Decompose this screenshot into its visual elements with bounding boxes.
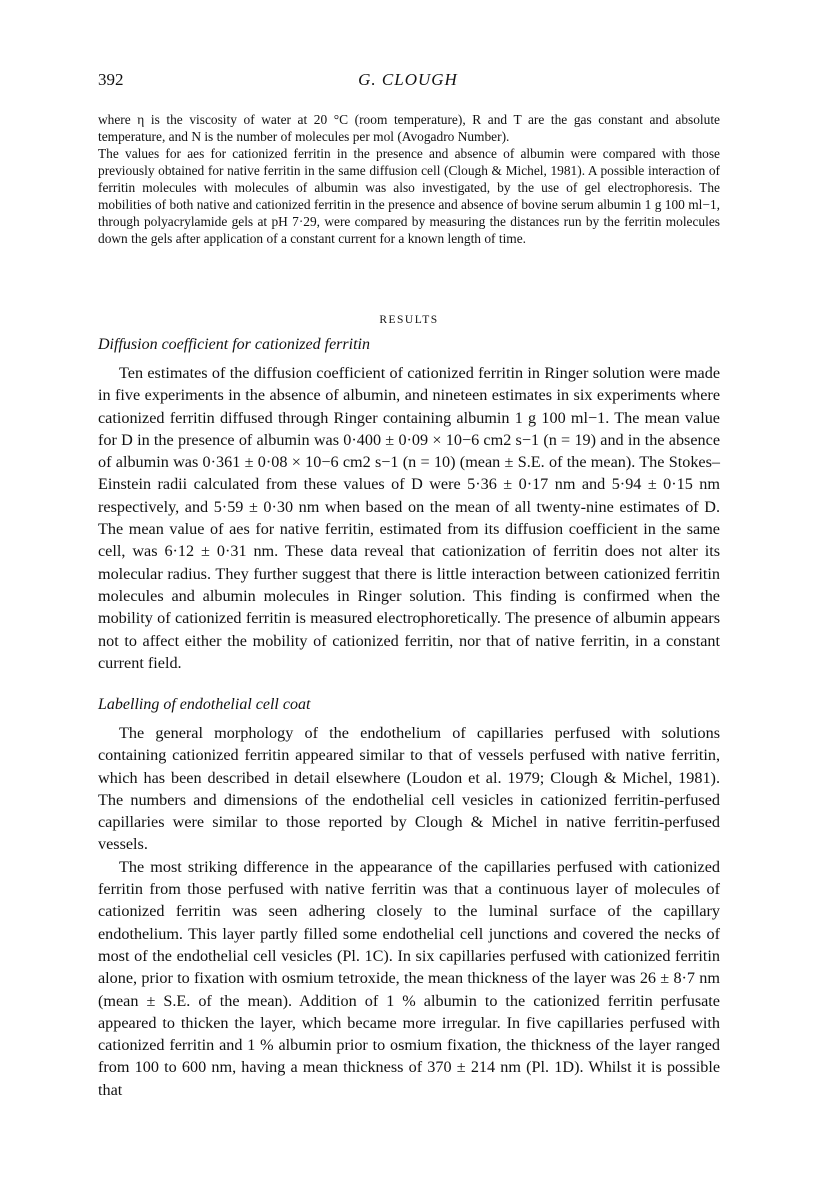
methods-paragraph: where η is the viscosity of water at 20 °C (room temperature), R and T are the gas constant and absolute temperature, and N is the number of molecules per mol (Avogadro Number). <box>98 112 720 144</box>
results-text-1 <box>98 362 720 674</box>
body-paragraph: Ten estimates of the diffusion coefficient of cationized ferritin in Ringer solution were made in five experiments in the absence of albumin, and nineteen estimates in six experiments where cationized ferritin diffused through Ringer containing albumin 1 g 100 ml−1. The mean value for D in the presence of albumin was 0·400 ± 0·09 × 10−6 cm2 s−1 (n = 19) and in the absence of albumin was 0·361 ± 0·08 × 10−6 cm2 s−1 (n = 10) (mean ± S.E. of the mean). The Stokes–Einstein radii calculated from these values of D were 5·36 ± 0·17 nm and 5·94 ± 0·15 nm respectively, and 5·59 ± 0·30 nm when based on the mean of all twenty-nine estimates of D. The mean value of aes for native ferritin, estimated from its diffusion coefficient in the same cell, was 6·12 ± 0·31 nm. These data reveal that cationization of ferritin does not alter its molecular radius. They further suggest that there is little interaction between cationized ferritin molecules and albumin molecules in Ringer solution. This finding is confirmed when the mobility of cationized ferritin is measured electrophoretically. The presence of albumin appears not to affect either the mobility of cationized ferritin, nor that of native ferritin, in a constant current field. <box>98 364 720 672</box>
subsection-heading: Labelling of endothelial cell coat <box>98 696 311 713</box>
methods-continuation <box>98 111 720 247</box>
section-heading: RESULTS <box>379 314 439 326</box>
body-paragraph: The most striking difference in the appearance of the capillaries perfused with cationized ferritin from those perfused with native ferritin was that a continuous layer of molecules of cationized ferritin was seen adhering closely to the luminal surface of the capillary endothelium. This layer partly filled some endothelial cell junctions and covered the necks of most of the endothelial cell vesicles (Pl. 1C). In six capillaries perfused with cationized ferritin alone, prior to fixation with osmium tetroxide, the mean thickness of the layer was 26 ± 8·7 nm (mean ± S.E. of the mean). Addition of 1 % albumin to the cationized ferritin perfusate appeared to thicken the layer, which became more irregular. In five capillaries perfused with cationized ferritin and 1 % albumin prior to osmium fixation, the thickness of the layer ranged from 100 to 600 nm, having a mean thickness of 370 ± 214 nm (Pl. 1D). Whilst it is possible that <box>98 857 720 1099</box>
page-header <box>98 70 718 96</box>
methods-paragraph: The values for aes for cationized ferritin in the presence and absence of albumin were compared with those previously obtained for native ferritin in the same diffusion cell (Clough & Michel, 1981). A possible interaction of ferritin molecules with molecules of albumin was also investigated, by the use of gel electrophoresis. The mobilities of both native and cationized ferritin in the presence and absence of bovine serum albumin 1 g 100 ml−1, through polyacrylamide gels at pH 7·29, were compared by measuring the distances run by the ferritin molecules down the gels after application of a constant current for a known length of time. <box>98 146 720 246</box>
results-text-2 <box>98 722 720 1101</box>
subsection-heading: Diffusion coefficient for cationized ferritin <box>98 336 370 353</box>
running-head: G. CLOUGH <box>358 70 458 89</box>
page-number: 392 <box>98 70 124 89</box>
body-paragraph: The general morphology of the endothelium of capillaries perfused with solutions containing cationized ferritin appeared similar to that of vessels perfused with native ferritin, which has been described in detail elsewhere (Loudon et al. 1979; Clough & Michel, 1981). The numbers and dimensions of the endothelial cell vesicles in cationized ferritin-perfused capillaries were similar to those reported by Clough & Michel in native ferritin-perfused vessels. <box>98 724 720 854</box>
